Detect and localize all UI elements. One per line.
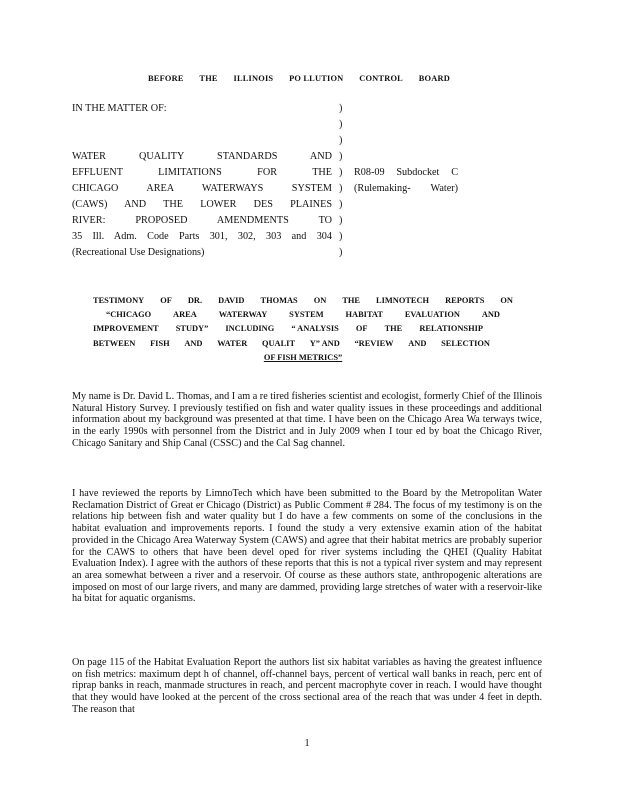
header-word: BOARD: [418, 74, 450, 83]
header-word: PO LLUTION: [289, 74, 344, 83]
bracket: ): [339, 231, 343, 242]
title-word: OF: [355, 324, 368, 334]
title-row: [93, 308, 513, 322]
caption-line: (CAWS) AND THE LOWER DES PLAINES: [72, 199, 332, 210]
title-word: WATERWAY: [218, 310, 268, 320]
header-word: CONTROL: [359, 74, 403, 83]
title-word: TESTIMONY: [93, 296, 145, 305]
title-row: [93, 337, 513, 351]
title-word: AREA: [173, 310, 197, 320]
rulemaking-type: (Rulemaking- Water): [354, 183, 458, 194]
matter-line: IN THE MATTER OF:: [72, 103, 167, 114]
title-last-line: OF FISH METRICS”: [263, 352, 343, 362]
header-word: ILLINOIS: [233, 74, 274, 83]
bracket: ): [339, 167, 343, 178]
title-word: OF: [160, 296, 172, 305]
title-row: [93, 294, 513, 308]
paragraph: I have reviewed the reports by LimnoTech which have been submitted to the Board by the Metropolitan Water Reclamation District of Great er Chicago (District) as Public Comment # 284. The focus of my testimony is on the relations hip between fish and water quality but I do have a few comments on some of the conclusions in the habitat evaluation and improvements reports. I found the study a very extensive examin ation of the habitat provided in the Chicago Area Waterway System (CAWS) and agree that their habitat metrics are probably superior for the CAWS to others that have been devel oped for river systems including the QHEI (Quality Habitat Evaluation Index). I agree with the authors of these reports that this is not a typical river system and may represent an area somewhat between a river and a reservoir. Of course as these authors state, anthropogenic alterations are imposed on most of our large rivers, and many are dammed, providing large stretches of water with a reservoir-like ha bitat for aquatic organisms.: [72, 488, 542, 605]
title-row: [93, 351, 513, 365]
title-word: BETWEEN: [93, 338, 136, 348]
title-word: THE: [342, 296, 360, 305]
title-word: REPORTS: [445, 296, 485, 305]
caption-line: WATER QUALITY STANDARDS AND: [72, 151, 332, 162]
title-word: WATER: [217, 338, 248, 348]
title-word: HABITAT: [345, 310, 383, 320]
court-header: [148, 74, 450, 83]
caption-line: EFFLUENT LIMITATIONS FOR THE: [72, 167, 332, 178]
bracket: ): [339, 135, 343, 146]
title-word: AND: [408, 338, 427, 348]
case-caption: [72, 101, 332, 261]
title-word: SYSTEM: [289, 310, 324, 320]
title-word: STUDY”: [175, 324, 209, 334]
page-number: 1: [304, 738, 310, 749]
caption-brackets: [339, 101, 349, 261]
paragraph: On page 115 of the Habitat Evaluation Report the authors list six habitat variables as having the greatest influence on fish metrics: maximum dept h of channel, off-channel bays, percent of vertical wall banks in reach, perc ent of riprap banks in reach, manmade structures in reach, and percent macrophyte cover in reach. I would have thought that they would have looked at the percent of the cross sectional area of the reach that was under 4 feet in depth. The reason that: [72, 657, 542, 715]
title-word: “ ANALYSIS: [291, 324, 339, 334]
title-word: THOMAS: [260, 296, 298, 305]
testimony-title: [93, 294, 513, 365]
title-word: “CHICAGO: [106, 310, 152, 320]
header-word: THE: [199, 74, 218, 83]
caption-line: 35 Ill. Adm. Code Parts 301, 302, 303 and 304: [72, 231, 332, 242]
bracket: ): [339, 103, 343, 114]
caption-line: CHICAGO AREA WATERWAYS SYSTEM: [72, 183, 332, 194]
title-word: ON: [500, 296, 513, 305]
bracket: ): [339, 183, 343, 194]
title-word: LIMNOTECH: [376, 296, 430, 305]
title-word: ON: [313, 296, 327, 305]
title-word: AND: [481, 310, 500, 320]
title-word: DR.: [187, 296, 203, 305]
title-word: RELATIONSHIP: [419, 324, 483, 334]
caption-line: RIVER: PROPOSED AMENDMENTS TO: [72, 215, 332, 226]
title-word: QUALIT: [261, 338, 296, 348]
docket-number: R08-09 Subdocket C: [354, 167, 458, 178]
title-word: AND: [184, 338, 203, 348]
title-word: SELECTION: [441, 338, 490, 348]
title-word: “REVIEW: [354, 338, 394, 348]
title-word: DAVID: [218, 296, 245, 305]
header-word: BEFORE: [148, 74, 184, 83]
title-word: IMPROVEMENT: [93, 324, 159, 334]
paragraph: My name is Dr. David L. Thomas, and I am a re tired fisheries scientist and ecologist, formerly Chief of the Illinois Natural History Survey. I previously testified on fish and water quality issues in these proceedings and additional information about my background was presented at that time. I have been on the Chicago Area Wa terways twice, in the early 1990s with personnel from the District and in July 2009 when I tour ed by boat the Chicago River, Chicago Sanitary and Ship Canal (CSSC) and the Cal Sag channel.: [72, 391, 542, 449]
title-word: EVALUATION: [404, 310, 460, 320]
bracket: ): [339, 199, 343, 210]
caption-line: (Recreational Use Designations): [72, 247, 205, 258]
bracket: ): [339, 151, 343, 162]
bracket: ): [339, 215, 343, 226]
title-row: [93, 322, 513, 336]
docket-info: [354, 165, 458, 197]
bracket: ): [339, 247, 343, 258]
title-word: Y” AND: [309, 338, 340, 348]
title-word: THE: [384, 324, 403, 334]
bracket: ): [339, 119, 343, 130]
title-word: FISH: [150, 338, 170, 348]
title-word: INCLUDING: [225, 324, 275, 334]
